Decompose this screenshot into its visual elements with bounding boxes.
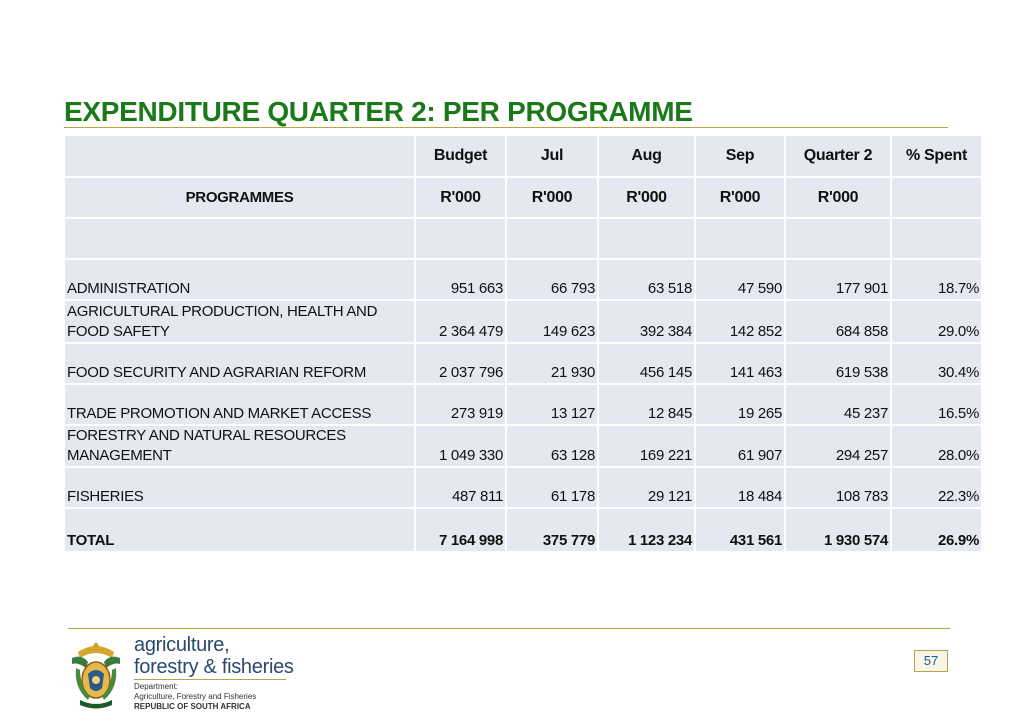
header-unit-aug: R'000 xyxy=(598,177,695,218)
footer-divider xyxy=(68,628,950,629)
pct-value: 28.0% xyxy=(891,425,982,467)
table-row xyxy=(64,259,982,300)
pct-value: 22.3% xyxy=(891,467,982,508)
table-row xyxy=(64,300,982,343)
aug-value: 456 145 xyxy=(598,343,695,384)
sep-value: 18 484 xyxy=(695,467,785,508)
pct-value: 16.5% xyxy=(891,384,982,425)
header-row-2 xyxy=(64,177,982,218)
dept-name: Agriculture, Forestry and Fisheries xyxy=(134,692,257,701)
budget-value: 487 811 xyxy=(415,467,506,508)
jul-value: 63 128 xyxy=(506,425,598,467)
total-aug: 1 123 234 xyxy=(598,508,695,552)
total-pct: 26.9% xyxy=(891,508,982,552)
aug-value: 29 121 xyxy=(598,467,695,508)
budget-value: 273 919 xyxy=(415,384,506,425)
program-name: FORESTRY AND NATURAL RESOURCES MANAGEMENT xyxy=(64,425,415,467)
program-name: FISHERIES xyxy=(64,467,415,508)
logo-divider xyxy=(134,679,286,680)
header-unit-jul: R'000 xyxy=(506,177,598,218)
header-unit-quarter2: R'000 xyxy=(785,177,891,218)
logo-text-line1: agriculture, xyxy=(134,634,230,656)
header-budget: Budget xyxy=(415,135,506,177)
total-q2: 1 930 574 xyxy=(785,508,891,552)
country-name: REPUBLIC OF SOUTH AFRICA xyxy=(134,702,251,711)
coat-of-arms-icon xyxy=(68,638,124,712)
program-name: ADMINISTRATION xyxy=(64,259,415,300)
header-unit-budget: R'000 xyxy=(415,177,506,218)
pct-value: 29.0% xyxy=(891,300,982,343)
expenditure-table xyxy=(63,134,983,553)
table-row xyxy=(64,467,982,508)
aug-value: 12 845 xyxy=(598,384,695,425)
title-divider xyxy=(64,127,948,128)
jul-value: 61 178 xyxy=(506,467,598,508)
pct-value: 30.4% xyxy=(891,343,982,384)
sep-value: 142 852 xyxy=(695,300,785,343)
aug-value: 169 221 xyxy=(598,425,695,467)
sep-value: 19 265 xyxy=(695,384,785,425)
sep-value: 47 590 xyxy=(695,259,785,300)
budget-value: 1 049 330 xyxy=(415,425,506,467)
program-name: TRADE PROMOTION AND MARKET ACCESS xyxy=(64,384,415,425)
table-row xyxy=(64,425,982,467)
total-label: TOTAL xyxy=(64,508,415,552)
sep-value: 61 907 xyxy=(695,425,785,467)
page-title: EXPENDITURE QUARTER 2: PER PROGRAMME xyxy=(64,96,693,127)
page-number: 57 xyxy=(914,650,948,672)
spacer-row xyxy=(64,218,982,259)
header-sep: Sep xyxy=(695,135,785,177)
header-empty-cell xyxy=(64,135,415,177)
program-name: FOOD SECURITY AND AGRARIAN REFORM xyxy=(64,343,415,384)
aug-value: 392 384 xyxy=(598,300,695,343)
jul-value: 149 623 xyxy=(506,300,598,343)
total-jul: 375 779 xyxy=(506,508,598,552)
aug-value: 63 518 xyxy=(598,259,695,300)
table-row xyxy=(64,384,982,425)
pct-value: 18.7% xyxy=(891,259,982,300)
budget-value: 2 037 796 xyxy=(415,343,506,384)
header-unit-pct xyxy=(891,177,982,218)
header-programmes: PROGRAMMES xyxy=(64,177,415,218)
jul-value: 13 127 xyxy=(506,384,598,425)
header-unit-sep: R'000 xyxy=(695,177,785,218)
total-budget: 7 164 998 xyxy=(415,508,506,552)
q2-value: 684 858 xyxy=(785,300,891,343)
dept-label: Department: xyxy=(134,682,179,691)
logo-text-line2: forestry & fisheries xyxy=(134,656,294,678)
q2-value: 45 237 xyxy=(785,384,891,425)
header-pct-spent: % Spent xyxy=(891,135,982,177)
table-row xyxy=(64,343,982,384)
total-sep: 431 561 xyxy=(695,508,785,552)
program-name: AGRICULTURAL PRODUCTION, HEALTH AND FOOD SAFETY xyxy=(64,300,415,343)
header-aug: Aug xyxy=(598,135,695,177)
jul-value: 66 793 xyxy=(506,259,598,300)
sep-value: 141 463 xyxy=(695,343,785,384)
header-row-1 xyxy=(64,135,982,177)
q2-value: 619 538 xyxy=(785,343,891,384)
q2-value: 294 257 xyxy=(785,425,891,467)
header-jul: Jul xyxy=(506,135,598,177)
q2-value: 177 901 xyxy=(785,259,891,300)
budget-value: 2 364 479 xyxy=(415,300,506,343)
jul-value: 21 930 xyxy=(506,343,598,384)
total-row xyxy=(64,508,982,552)
header-quarter2: Quarter 2 xyxy=(785,135,891,177)
budget-value: 951 663 xyxy=(415,259,506,300)
q2-value: 108 783 xyxy=(785,467,891,508)
